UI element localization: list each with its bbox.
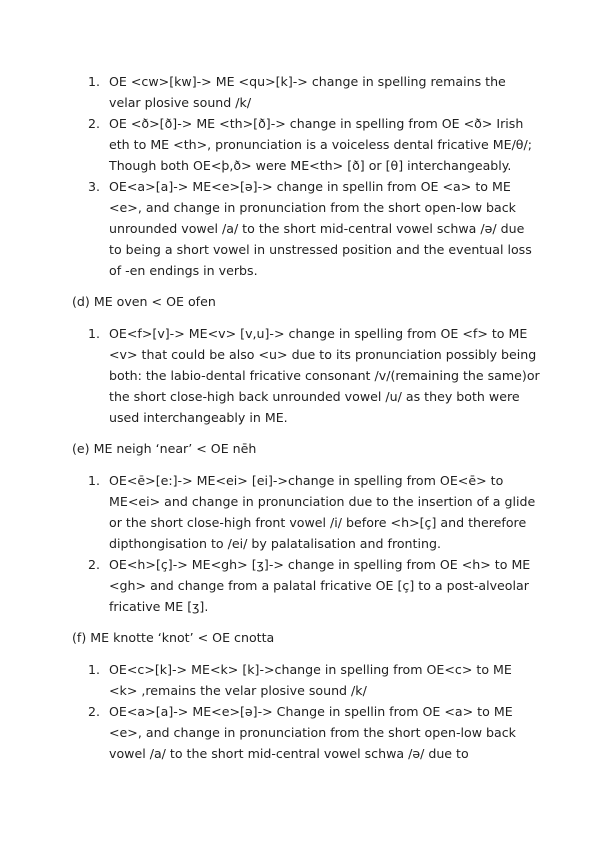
item-text: OE <cw>[kw]-> ME <qu>[k]-> change in spelling remains the velar plosive sound /k/ (109, 74, 506, 110)
list-item (88, 554, 540, 617)
item-number: 1. (88, 473, 101, 488)
item-text: OE<h>[ç]-> ME<gh> [ʒ]-> change in spelling from OE <h> to ME <gh> and change from a palatal fricative OE [ç] to a post-alveolar fricative ME [ʒ]. (109, 557, 531, 614)
change-list-e (72, 470, 540, 617)
list-item (88, 470, 540, 554)
item-text: OE<a>[a]-> ME<e>[ə]-> Change in spellin from OE <a> to ME <e>, and change in pronunciation from the short open-low back vowel /a/ to the short mid-central vowel schwa /ə/ due to (109, 704, 516, 761)
item-text: OE<a>[a]-> ME<e>[ə]-> change in spellin from OE <a> to ME <e>, and change in pronunciation from the short open-low back unrounded vowel /a/ to the short mid-central vowel schwa /ə/ due to being a short vowel in unstressed position and the eventual loss of -en endings in verbs. (109, 179, 532, 278)
change-list-f (72, 659, 540, 764)
list-item (88, 176, 540, 281)
item-number: 2. (88, 116, 101, 131)
item-text: OE<c>[k]-> ME<k> [k]->change in spelling from OE<c> to ME <k> ,remains the velar plosive sound /k/ (109, 662, 512, 698)
item-text: OE <ð>[ð]-> ME <th>[ð]-> change in spelling from OE <ð> Irish eth to ME <th>, pronunciation is a voiceless dental fricative ME/θ/; Though both OE<þ,ð> were ME<th> [ð] or [θ] interchangeably. (109, 116, 533, 173)
item-number: 1. (88, 662, 101, 677)
item-text: OE<f>[v]-> ME<v> [v,u]-> change in spelling from OE <f> to ME <v> that could be also <u> due to its pronunciation possibly being both: the labio-dental fricative consonant /v/(remaining the same)or the short close-high back unrounded vowel /u/ as they both were used interchangeably in ME. (109, 326, 540, 425)
section-heading-d: (d) ME oven < OE ofen (72, 294, 216, 309)
section-heading-f: (f) ME knotte ‘knot’ < OE cnotta (72, 630, 275, 645)
item-number: 3. (88, 179, 101, 194)
change-list-d (72, 323, 540, 428)
section-heading-e: (e) ME neigh ‘near’ < OE nēh (72, 441, 257, 456)
item-number: 1. (88, 74, 101, 89)
change-list-c (72, 71, 540, 281)
list-item (88, 113, 540, 176)
item-number: 2. (88, 704, 101, 719)
item-number: 2. (88, 557, 101, 572)
list-item (88, 323, 540, 428)
list-item (88, 659, 540, 701)
list-item (88, 701, 540, 764)
item-number: 1. (88, 326, 101, 341)
list-item (88, 71, 540, 113)
item-text: OE<ē>[e:]-> ME<ei> [ei]->change in spelling from OE<ē> to ME<ei> and change in pronunciation due to the insertion of a glide or the short close-high front vowel /i/ before <h>[ç] and therefore dipthongisation to /ei/ by palatalisation and fronting. (109, 473, 536, 551)
